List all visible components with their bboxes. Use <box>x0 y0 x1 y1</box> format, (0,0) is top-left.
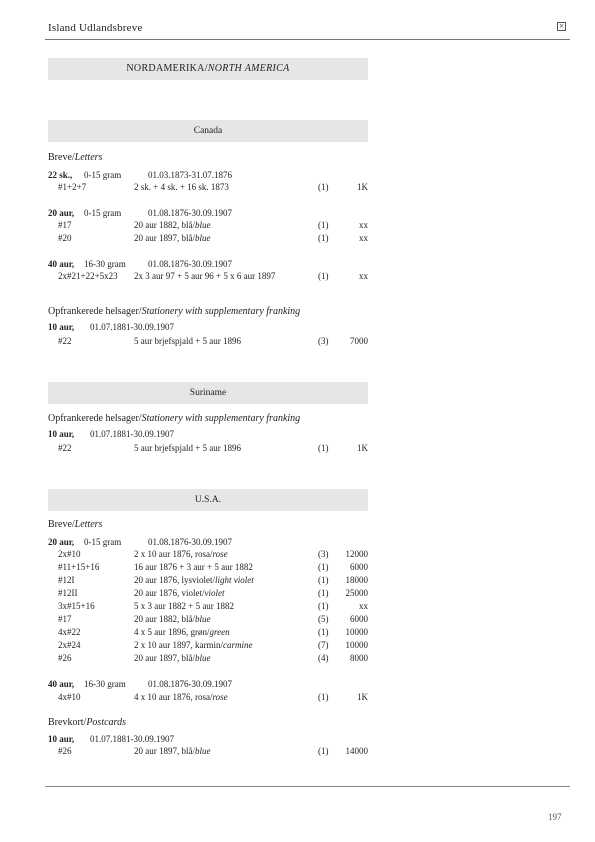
franking-text: 2x 3 aur 97 + 5 aur 96 + 5 x 6 aur 1897 <box>134 271 276 281</box>
category-label: Brevkort/ <box>48 717 87 728</box>
category-label-english: Letters <box>74 519 103 530</box>
rate-label: 10 aur, <box>48 322 75 332</box>
value: 6000 <box>350 614 368 624</box>
catalogue-number: #26 <box>58 653 72 663</box>
catalogue-number: 2x#24 <box>58 640 81 650</box>
rate-label: 40 aur, <box>48 679 75 689</box>
weight-range: 0-15 gram <box>84 208 122 218</box>
franking-text: 20 aur 1897, blå/ <box>134 653 195 663</box>
quantity-note: (1) <box>318 601 329 611</box>
rate-header <box>48 322 368 334</box>
section-name: U.S.A. <box>194 495 222 505</box>
value: 1K <box>357 182 368 192</box>
franking-text: 4 x 10 aur 1876, rosa/ <box>134 692 213 702</box>
colour-english: green <box>209 627 230 637</box>
franking-description <box>134 562 253 572</box>
franking-text: 4 x 5 aur 1896, grøn/ <box>134 627 210 637</box>
section-name: Canada <box>193 126 223 136</box>
colour-english: blue <box>195 653 211 663</box>
rate-header <box>48 170 368 182</box>
section-band <box>48 382 368 404</box>
catalogue-number: #1+2+7 <box>58 182 87 192</box>
quantity-note: (1) <box>318 182 329 192</box>
rate-header <box>48 208 368 220</box>
catalogue-number: #22 <box>58 443 72 453</box>
value: 18000 <box>345 575 368 585</box>
catalogue-number: #12II <box>58 588 78 598</box>
category-heading <box>48 519 102 530</box>
listing-row <box>48 588 368 600</box>
rate-header <box>48 429 368 441</box>
listing-row <box>48 692 368 704</box>
rate-header <box>48 259 368 271</box>
category-label: Opfrankerede helsager/ <box>48 413 142 424</box>
franking-text: 5 aur brjefspjald + 5 aur 1896 <box>134 443 242 453</box>
header-mark-icon: × <box>558 21 565 31</box>
listing-row <box>48 562 368 574</box>
header-rule <box>45 39 570 40</box>
value: 7000 <box>350 336 368 346</box>
listing-row <box>48 653 368 665</box>
franking-text: 20 aur 1876, violet/ <box>134 588 205 598</box>
quantity-note: (1) <box>318 692 329 702</box>
category-label-english: Stationery with supplementary franking <box>141 306 301 317</box>
category-label: Breve/ <box>48 152 75 163</box>
region-title-band <box>48 58 368 80</box>
validity-dates: 01.08.1876-30.09.1907 <box>148 679 232 689</box>
quantity-note: (1) <box>318 588 329 598</box>
catalogue-number: #11+15+16 <box>58 562 100 572</box>
category-heading <box>48 413 300 424</box>
validity-dates: 01.08.1876-30.09.1907 <box>148 537 232 547</box>
value: 25000 <box>345 588 368 598</box>
listing-row <box>48 627 368 639</box>
weight-range: 16-30 gram <box>84 679 126 689</box>
listing-row <box>48 601 368 613</box>
franking-description <box>134 182 229 192</box>
franking-description <box>134 614 211 624</box>
quantity-note: (1) <box>318 233 329 243</box>
franking-text: 20 aur 1897, blå/ <box>134 746 195 756</box>
validity-dates: 01.08.1876-30.09.1907 <box>148 208 232 218</box>
quantity-note: (3) <box>318 549 329 559</box>
category-heading <box>48 717 126 728</box>
franking-text: 2 x 10 aur 1897, karmin/ <box>134 640 223 650</box>
franking-text: 5 aur brjefspjald + 5 aur 1896 <box>134 336 242 346</box>
franking-description <box>134 271 275 281</box>
listing-row <box>48 233 368 245</box>
quantity-note: (1) <box>318 220 329 230</box>
franking-description <box>134 233 211 243</box>
quantity-note: (4) <box>318 653 329 663</box>
colour-english: rose <box>212 549 228 559</box>
colour-english: violet <box>204 588 225 598</box>
rate-header <box>48 679 368 691</box>
listing-row <box>48 443 368 455</box>
franking-text: 20 aur 1882, blå/ <box>134 220 195 230</box>
category-label: Breve/ <box>48 519 75 530</box>
value: 12000 <box>345 549 368 559</box>
catalogue-number: 4x#22 <box>58 627 81 637</box>
quantity-note: (1) <box>318 575 329 585</box>
listing-row <box>48 549 368 561</box>
franking-description <box>134 588 225 598</box>
value: 10000 <box>345 627 368 637</box>
listing-row <box>48 336 368 348</box>
value: xx <box>359 220 368 230</box>
rate-label: 22 sk., <box>48 170 73 180</box>
category-label-english: Letters <box>74 152 103 163</box>
category-label-english: Stationery with supplementary franking <box>141 413 301 424</box>
quantity-note: (1) <box>318 746 329 756</box>
validity-dates: 01.03.1873-31.07.1876 <box>148 170 232 180</box>
validity-dates: 01.07.1881-30.09.1907 <box>90 734 174 744</box>
quantity-note: (1) <box>318 627 329 637</box>
catalogue-number: #17 <box>58 220 72 230</box>
category-heading <box>48 152 102 163</box>
listing-row <box>48 614 368 626</box>
category-label-english: Postcards <box>86 717 126 728</box>
value: 6000 <box>350 562 368 572</box>
listing-row <box>48 182 368 194</box>
franking-description <box>134 640 253 650</box>
catalogue-number: #12I <box>58 575 75 585</box>
value: 1K <box>357 692 368 702</box>
catalogue-number: #22 <box>58 336 72 346</box>
quantity-note: (3) <box>318 336 329 346</box>
rate-label: 20 aur, <box>48 208 75 218</box>
quantity-note: (1) <box>318 443 329 453</box>
validity-dates: 01.07.1881-30.09.1907 <box>90 429 174 439</box>
value: 8000 <box>350 653 368 663</box>
listing-row <box>48 575 368 587</box>
rate-label: 10 aur, <box>48 429 75 439</box>
weight-range: 0-15 gram <box>84 170 122 180</box>
colour-english: light violet <box>215 575 254 585</box>
listing-row <box>48 220 368 232</box>
franking-text: 2 x 10 aur 1876, rosa/ <box>134 549 213 559</box>
colour-english: blue <box>195 233 211 243</box>
quantity-note: (5) <box>318 614 329 624</box>
category-label: Opfrankerede helsager/ <box>48 306 142 317</box>
rate-label: 10 aur, <box>48 734 75 744</box>
region-title-english: NORTH AMERICA <box>207 63 290 74</box>
catalogue-number: #17 <box>58 614 72 624</box>
rate-header <box>48 734 368 746</box>
colour-english: rose <box>212 692 228 702</box>
page-number: 197 <box>548 812 562 822</box>
franking-description <box>134 653 211 663</box>
colour-english: blue <box>195 746 211 756</box>
weight-range: 16-30 gram <box>84 259 126 269</box>
franking-description <box>134 601 234 611</box>
rate-header <box>48 537 368 549</box>
franking-text: 20 aur 1876, lysviolet/ <box>134 575 215 585</box>
listing-row <box>48 640 368 652</box>
colour-english: carmine <box>223 640 253 650</box>
rate-label: 40 aur, <box>48 259 75 269</box>
franking-text: 20 aur 1897, blå/ <box>134 233 195 243</box>
section-band <box>48 120 368 142</box>
section-name: Suriname <box>189 388 227 398</box>
franking-text: 2 sk. + 4 sk. + 16 sk. 1873 <box>134 182 229 192</box>
value: xx <box>359 601 368 611</box>
value: 14000 <box>345 746 368 756</box>
franking-text: 20 aur 1882, blå/ <box>134 614 195 624</box>
catalogue-number: 4x#10 <box>58 692 81 702</box>
value: xx <box>359 271 368 281</box>
quantity-note: (1) <box>318 562 329 572</box>
franking-text: 16 aur 1876 + 3 aur + 5 aur 1882 <box>134 562 253 572</box>
catalogue-number: 2x#10 <box>58 549 81 559</box>
franking-description <box>134 443 241 453</box>
franking-description <box>134 627 230 637</box>
weight-range: 0-15 gram <box>84 537 122 547</box>
rate-label: 20 aur, <box>48 537 75 547</box>
category-heading <box>48 306 300 317</box>
page-header-title: Island Udlandsbreve <box>48 22 143 34</box>
quantity-note: (7) <box>318 640 329 650</box>
franking-text: 5 x 3 aur 1882 + 5 aur 1882 <box>134 601 235 611</box>
colour-english: blue <box>195 220 211 230</box>
catalogue-number: 3x#15+16 <box>58 601 95 611</box>
section-band <box>48 489 368 511</box>
footer-rule <box>45 786 570 787</box>
franking-description <box>134 336 241 346</box>
franking-description <box>134 549 228 559</box>
value: xx <box>359 233 368 243</box>
catalogue-number: #20 <box>58 233 72 243</box>
catalogue-number: 2x#21+22+5x23 <box>58 271 118 281</box>
listing-row <box>48 271 368 283</box>
franking-description <box>134 746 211 756</box>
value: 1K <box>357 443 368 453</box>
validity-dates: 01.07.1881-30.09.1907 <box>90 322 174 332</box>
validity-dates: 01.08.1876-30.09.1907 <box>148 259 232 269</box>
franking-description <box>134 575 254 585</box>
colour-english: blue <box>195 614 211 624</box>
catalogue-number: #26 <box>58 746 72 756</box>
franking-description <box>134 220 211 230</box>
quantity-note: (1) <box>318 271 329 281</box>
region-title: NORDAMERIKA/ <box>126 63 208 74</box>
listing-row <box>48 746 368 758</box>
franking-description <box>134 692 228 702</box>
value: 10000 <box>345 640 368 650</box>
